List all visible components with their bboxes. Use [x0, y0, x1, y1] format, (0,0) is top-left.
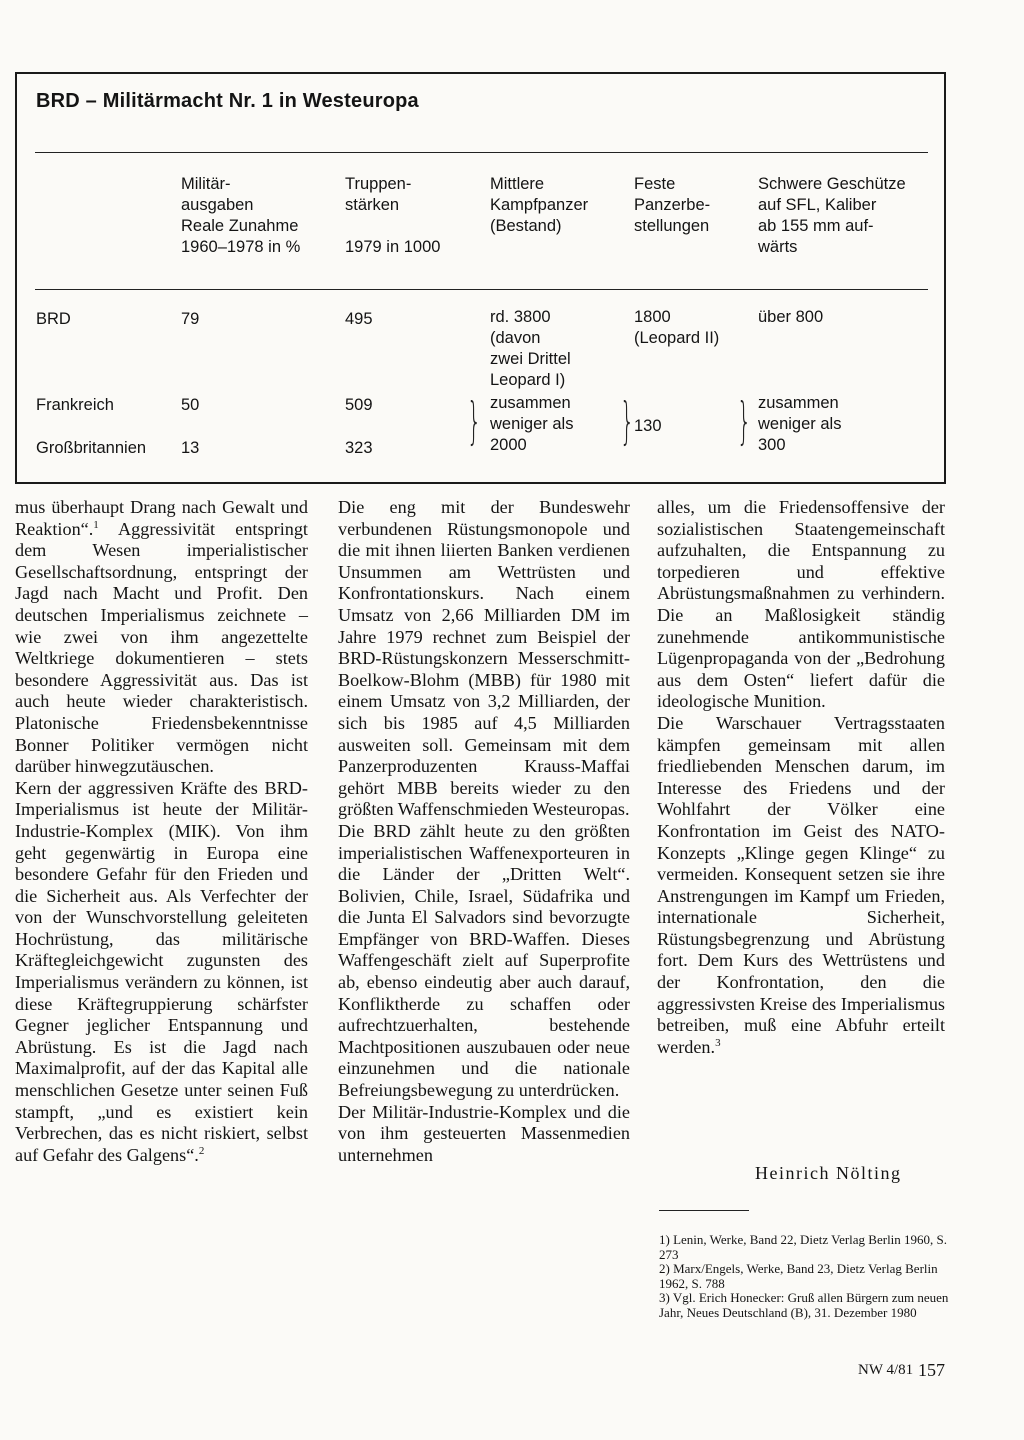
- author-name: Heinrich Nölting: [755, 1163, 902, 1183]
- footnote-rule: [659, 1210, 749, 1211]
- group-bestellungen: 130: [634, 417, 662, 435]
- article-column-2: Die eng mit der Bundeswehr verbundenen Rüstungsmonopole und die mit ihnen liierten Banken verdienen Unsummen am Wettrüsten und Konfrontationskurs. Nach einem Umsatz von 2,66 Milliarden DM im Jahre 1979 rechnet zum Beispiel der BRD-Rüstungskonzern Messerschmitt-Boelkow-Blohm (MBB) für 1980 mit einem Umsatz von 3,2 Milliarden, der sich bis 1985 auf 4,5 Milliarden ausweiten soll. Gemeinsam mit dem Panzerproduzenten Krauss-Maffai gehört MBB bereits wieder zu den größten Waffenschmieden Westeuropas. Die BRD zählt heute zu den größten imperialistischen Waffenexporteuren in die Länder der „Dritten Welt“. Bolivien, Chile, Israel, Südafrika und die Junta El Salvadors sind bevorzugte Empfänger von BRD-Waffen. Dieses Waffengeschäft zielt auf Superprofite ab, ebenso eindeutig aber auch darauf, Konfliktherde zu schaffen oder aufrechtzuerhalten, bestehende Machtpositionen auszubauen oder neue einzunehmen und die nationale Befreiungsbewegung zu unterdrücken. Der Militär-Industrie-Komplex und die von ihm gesteuerten Massenmedien unternehmen: [338, 497, 630, 1165]
- row-country-brd: BRD: [36, 310, 71, 328]
- row-truppen-brd: 495: [345, 310, 373, 328]
- row-country-frankreich: Frankreich: [36, 396, 114, 414]
- data-table-box: [15, 72, 946, 484]
- page-number: 157: [918, 1360, 945, 1380]
- footnote-ref-3: 3: [715, 1036, 721, 1049]
- issue-label: NW 4/81: [858, 1362, 914, 1378]
- row-truppen-grossbritannien: 323: [345, 439, 373, 457]
- header-truppenstaerken: Truppen- stärken 1979 in 1000: [345, 175, 441, 256]
- row-bestellungen-brd: 1800 (Leopard II): [634, 308, 720, 347]
- footnote-2: 2) Marx/Engels, Werke, Band 23, Dietz Verlag Berlin 1962, S. 788: [659, 1261, 938, 1291]
- col1-text-a: mus überhaupt Drang nach Gewalt und Reaktion“.: [15, 497, 308, 539]
- brace-geschuetze: }: [737, 392, 752, 450]
- col3-text: alles, um die Friedensoffensive der sozialistischen Staatengemeinschaft aufzuhalten, die Entspannung zu torpedieren und effektive Abrüstungsmaßnahmen zu verhindern. Die an Maßlosigkeit ständig zunehmende antikommunistische Lügenpropaganda von der „Bedrohung aus dem Osten“ liefert dafür die ideologische Munition. Die Warschauer Vertragsstaaten kämpfen gemeinsam mit allen friedliebenden Menschen darum, im Interesse des Friedens und der Wohlfahrt der Völker eine Konfrontation im Geist des NATO-Konzepts „Klinge gegen Klinge“ zu vermeiden. Konsequent setzen sie ihre Anstrengungen im Kampf um Frieden, internationale Sicherheit, Rüstungsbegrenzung und Abrüstung fort. Dem Kurs des Wettrüstens und der Konfrontation, den die aggressivsten Kreise des Imperialismus betreiben, muß eine Abfuhr erteilt werden.: [657, 497, 945, 1057]
- footnote-3: 3) Vgl. Erich Honecker: Gruß allen Bürgern zum neuen Jahr, Neues Deutschland (B), 31. Dezember 1980: [659, 1290, 949, 1320]
- header-geschuetze: Schwere Geschütze auf SFL, Kaliber ab 155 mm auf- wärts: [758, 175, 906, 256]
- header-panzerbestellungen: Feste Panzerbe- stellungen: [634, 175, 711, 235]
- footnote-ref-2: 2: [198, 1144, 205, 1157]
- brace-bestellungen: }: [620, 392, 635, 450]
- col1-text-b: Aggressivität entspringt dem Wesen imperialistischer Gesellschaftsordnung, entspringt der Jagd nach Macht und Profit. Den deutschen Imperialismus zeichnete – wie zwei von ihm angezettelte Weltkriege dokumentieren – stets besondere Aggressivität aus. Das ist auch heute wieder charakteristisch. Platonische Friedensbekenntnisse Bonner Politiker vermögen nicht darüber hinwegzutäuschen. Kern der aggressiven Kräfte des BRD-Imperialismus ist heute der Militär-Industrie-Komplex (MIK). Von ihm geht gegenwärtig in Europa eine besondere Gefahr für den Frieden und die Sicherheit aus. Als Verfechter der von der Wunschvorstellung geleiteten Hochrüstung, das militärische Kräftegleichgewicht zugunsten des Imperialismus verändern zu können, ist diese Kräftegruppierung schärfster Gegner jeglicher Entspannung und Abrüstung. Es ist die Jagd nach Maximalprofit, auf der das Kapital alle menschlichen Gesetze unter seinen Fuß stampft, „und es existiert kein Verbrechen, das es nicht riskiert, selbst auf Gefahr des Galgens“.: [15, 518, 308, 1165]
- row-ausgaben-grossbritannien: 13: [181, 439, 200, 457]
- article-column-1: [15, 497, 308, 1166]
- row-country-grossbritannien: Großbritannien: [36, 439, 147, 457]
- brace-panzer: }: [467, 392, 482, 450]
- group-geschuetze: zusammen weniger als 300: [758, 394, 842, 454]
- group-panzer: zusammen weniger als 2000: [490, 394, 574, 454]
- footnote-1: 1) Lenin, Werke, Band 22, Dietz Verlag Berlin 1960, S. 273: [659, 1232, 948, 1262]
- row-panzer-brd: rd. 3800 (davon zwei Drittel Leopard I): [490, 308, 571, 389]
- header-militaerausgaben: Militär- ausgaben Reale Zunahme 1960–1978 in %: [181, 175, 301, 256]
- table-top-rule: [35, 152, 928, 153]
- row-truppen-frankreich: 509: [345, 396, 373, 414]
- header-kampfpanzer: Mittlere Kampfpanzer (Bestand): [490, 175, 589, 235]
- table-mid-rule: [35, 289, 928, 290]
- row-ausgaben-brd: 79: [181, 310, 200, 328]
- row-geschuetze-brd: über 800: [758, 308, 824, 326]
- footnote-ref-1: 1: [93, 518, 99, 531]
- article-column-3: [657, 497, 945, 1058]
- table-title: BRD – Militärmacht Nr. 1 in Westeuropa: [36, 90, 419, 112]
- row-ausgaben-frankreich: 50: [181, 396, 200, 414]
